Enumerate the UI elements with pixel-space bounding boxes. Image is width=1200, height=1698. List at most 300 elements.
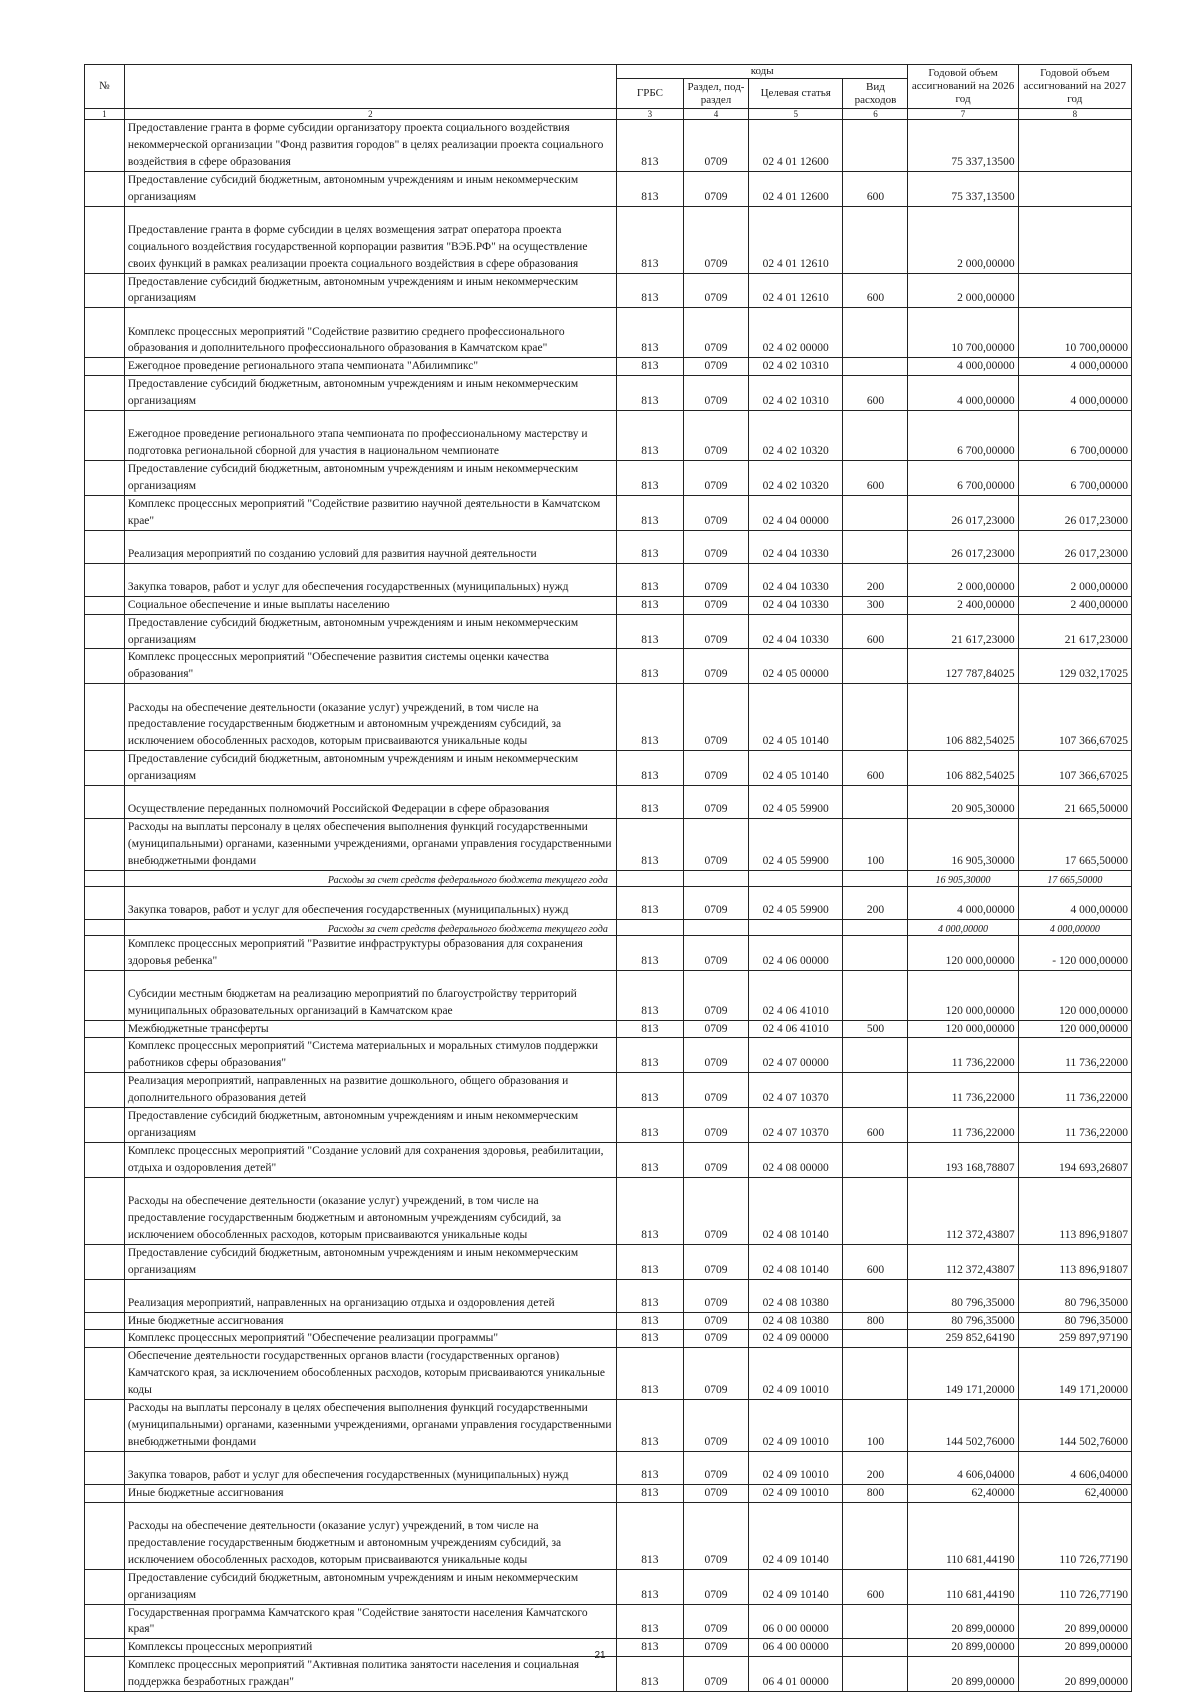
row-number-cell	[85, 684, 125, 751]
row-section: 0709	[683, 206, 748, 273]
row-description: Осуществление переданных полномочий Российской Федерации в сфере образования	[124, 786, 616, 819]
row-number-cell	[85, 120, 125, 172]
row-target: 02 4 05 00000	[749, 649, 843, 684]
row-number-cell	[85, 1038, 125, 1073]
row-description: Ежегодное проведение регионального этапа чемпионата "Абилимпикс"	[124, 358, 616, 376]
row-volume-2026: 110 681,44190	[908, 1502, 1018, 1569]
table-row	[85, 495, 1132, 530]
row-target: 02 4 07 10370	[749, 1108, 843, 1143]
row-volume-2027	[1018, 206, 1131, 273]
row-volume-2027: 113 896,91807	[1018, 1177, 1131, 1244]
row-section: 0709	[683, 1177, 748, 1244]
row-target: 02 4 06 00000	[749, 935, 843, 970]
row-grbs: 813	[616, 649, 683, 684]
row-volume-2027: 113 896,91807	[1018, 1244, 1131, 1279]
table-row	[85, 308, 1132, 358]
row-section: 0709	[683, 120, 748, 172]
row-section: 0709	[683, 308, 748, 358]
row-expense-type	[843, 1279, 908, 1312]
table-row	[85, 684, 1132, 751]
row-target: 02 4 06 41010	[749, 970, 843, 1020]
row-target: 02 4 05 59900	[749, 786, 843, 819]
row-volume-2027: 149 171,20000	[1018, 1348, 1131, 1400]
row-section: 0709	[683, 1657, 748, 1692]
row-number-cell	[85, 171, 125, 206]
row-volume-2027: 26 017,23000	[1018, 530, 1131, 563]
row-description: Предоставление субсидий бюджетным, автономным учреждениям и иным некоммерческим организациям	[124, 751, 616, 786]
row-section: 0709	[683, 411, 748, 461]
row-grbs: 813	[616, 1244, 683, 1279]
row-volume-2026: 11 736,22000	[908, 1108, 1018, 1143]
row-number-cell	[85, 206, 125, 273]
row-volume-2027: 4 000,00000	[1018, 358, 1131, 376]
row-volume-2026: 259 852,64190	[908, 1330, 1018, 1348]
row-grbs: 813	[616, 1451, 683, 1484]
table-row	[85, 1279, 1132, 1312]
row-target: 02 4 05 10140	[749, 751, 843, 786]
row-expense-type: 100	[843, 819, 908, 871]
table-row	[85, 358, 1132, 376]
row-description: Расходы на выплаты персоналу в целях обеспечения выполнения функций государственными (муниципальными) органами, казенными учреждениями, органами управления государственными внебюджетными фондами	[124, 1400, 616, 1452]
row-volume-2026: 120 000,00000	[908, 1020, 1018, 1038]
row-grbs: 813	[616, 935, 683, 970]
row-description: Реализация мероприятий по созданию условий для развития научной деятельности	[124, 530, 616, 563]
row-number-cell	[85, 1244, 125, 1279]
table-row	[85, 530, 1132, 563]
row-section: 0709	[683, 273, 748, 308]
row-target: 02 4 05 59900	[749, 819, 843, 871]
row-section: 0709	[683, 1569, 748, 1604]
row-section: 0709	[683, 1451, 748, 1484]
row-expense-type	[843, 649, 908, 684]
table-row	[85, 751, 1132, 786]
table-row	[85, 563, 1132, 596]
row-grbs: 813	[616, 1639, 683, 1657]
row-expense-type	[843, 206, 908, 273]
row-number-cell	[85, 919, 125, 935]
row-grbs: 813	[616, 1177, 683, 1244]
page-number: 21	[594, 1650, 606, 1661]
row-volume-2027: 17 665,50000	[1018, 819, 1131, 871]
row-description: Обеспечение деятельности государственных органов власти (государственных органов) Камчатского края, за исключением обособленных расходов, которым присваиваются уникальные коды	[124, 1348, 616, 1400]
row-volume-2026: 6 700,00000	[908, 461, 1018, 496]
row-description: Комплекс процессных мероприятий "Активная политика занятости населения и социальная поддержка безработных граждан"	[124, 1657, 616, 1692]
row-volume-2026: 120 000,00000	[908, 935, 1018, 970]
row-grbs: 813	[616, 1400, 683, 1452]
row-number-cell	[85, 970, 125, 1020]
row-target: 02 4 04 10330	[749, 614, 843, 649]
row-description: Комплекс процессных мероприятий "Система материальных и моральных стимулов поддержки работников сферы образования"	[124, 1038, 616, 1073]
row-grbs: 813	[616, 461, 683, 496]
row-expense-type: 600	[843, 614, 908, 649]
row-volume-2026: 21 617,23000	[908, 614, 1018, 649]
column-number: 2	[124, 109, 616, 120]
row-grbs: 813	[616, 1279, 683, 1312]
row-section: 0709	[683, 461, 748, 496]
row-target: 02 4 04 10330	[749, 596, 843, 614]
row-volume-2026: 193 168,78807	[908, 1142, 1018, 1177]
header-expense-type: Вид расходов	[843, 79, 908, 109]
row-expense-type	[843, 1142, 908, 1177]
row-section: 0709	[683, 171, 748, 206]
row-section: 0709	[683, 1279, 748, 1312]
row-volume-2027: 120 000,00000	[1018, 970, 1131, 1020]
row-volume-2027: 259 897,97190	[1018, 1330, 1131, 1348]
column-number: 5	[749, 109, 843, 120]
row-number-cell	[85, 411, 125, 461]
row-section: 0709	[683, 358, 748, 376]
table-row	[85, 1484, 1132, 1502]
row-section: 0709	[683, 1312, 748, 1330]
row-volume-2026: 20 899,00000	[908, 1604, 1018, 1639]
row-target: 02 4 09 10010	[749, 1451, 843, 1484]
row-expense-type: 800	[843, 1484, 908, 1502]
row-expense-type: 600	[843, 1569, 908, 1604]
row-description: Расходы за счет средств федерального бюджета текущего года	[124, 919, 616, 935]
row-volume-2027: 107 366,67025	[1018, 751, 1131, 786]
header-volume-2027: Годовой объем ассигнований на 2027 год	[1018, 65, 1131, 109]
table-header	[85, 65, 1132, 120]
row-section: 0709	[683, 970, 748, 1020]
row-description: Комплекс процессных мероприятий "Содействие развитию научной деятельности в Камчатском крае"	[124, 495, 616, 530]
row-volume-2027: 120 000,00000	[1018, 1020, 1131, 1038]
row-target: 02 4 05 59900	[749, 886, 843, 919]
row-description: Комплекс процессных мероприятий "Обеспечение реализации программы"	[124, 1330, 616, 1348]
row-volume-2027: 2 000,00000	[1018, 563, 1131, 596]
row-number-cell	[85, 495, 125, 530]
row-target: 02 4 09 00000	[749, 1330, 843, 1348]
row-volume-2026: 2 000,00000	[908, 273, 1018, 308]
row-volume-2026: 75 337,13500	[908, 171, 1018, 206]
row-target: 02 4 07 00000	[749, 1038, 843, 1073]
row-expense-type: 800	[843, 1312, 908, 1330]
row-volume-2027: 17 665,50000	[1018, 870, 1131, 886]
row-volume-2026: 2 400,00000	[908, 596, 1018, 614]
row-volume-2027: 2 400,00000	[1018, 596, 1131, 614]
row-volume-2027: 4 000,00000	[1018, 919, 1131, 935]
row-description: Предоставление субсидий бюджетным, автономным учреждениям и иным некоммерческим организациям	[124, 273, 616, 308]
row-grbs: 813	[616, 751, 683, 786]
table-row	[85, 1604, 1132, 1639]
row-volume-2026: 80 796,35000	[908, 1312, 1018, 1330]
row-description: Предоставление субсидий бюджетным, автономным учреждениям и иным некоммерческим организациям	[124, 461, 616, 496]
row-target: 02 4 09 10140	[749, 1569, 843, 1604]
row-volume-2027	[1018, 120, 1131, 172]
row-section: 0709	[683, 1502, 748, 1569]
row-grbs: 813	[616, 1073, 683, 1108]
row-expense-type: 600	[843, 461, 908, 496]
row-number-cell	[85, 308, 125, 358]
row-number-cell	[85, 376, 125, 411]
row-section: 0709	[683, 819, 748, 871]
table-row	[85, 819, 1132, 871]
row-grbs: 813	[616, 206, 683, 273]
row-grbs: 813	[616, 273, 683, 308]
row-grbs: 813	[616, 563, 683, 596]
row-section: 0709	[683, 1330, 748, 1348]
row-expense-type	[843, 935, 908, 970]
row-expense-type: 600	[843, 376, 908, 411]
row-volume-2027: 107 366,67025	[1018, 684, 1131, 751]
table-row	[85, 273, 1132, 308]
row-expense-type	[843, 358, 908, 376]
row-description: Предоставление субсидий бюджетным, автономным учреждениям и иным некоммерческим организациям	[124, 1569, 616, 1604]
table-row	[85, 1502, 1132, 1569]
row-section: 0709	[683, 1073, 748, 1108]
row-expense-type	[843, 120, 908, 172]
row-section: 0709	[683, 1244, 748, 1279]
row-volume-2026: 6 700,00000	[908, 411, 1018, 461]
row-target: 06 4 01 00000	[749, 1657, 843, 1692]
row-description: Расходы на обеспечение деятельности (оказание услуг) учреждений, в том числе на предоставление государственным бюджетным и автономным учреждениям субсидий, за исключением обособленных расходов, которым присваиваются уникальные коды	[124, 1502, 616, 1569]
header-target: Целевая статья	[749, 79, 843, 109]
row-grbs: 813	[616, 1657, 683, 1692]
row-number-cell	[85, 563, 125, 596]
row-number-cell	[85, 1177, 125, 1244]
row-description: Ежегодное проведение регионального этапа чемпионата по профессиональному мастерству и подготовка региональной сборной для участия в национальном чемпионате	[124, 411, 616, 461]
row-target: 02 4 08 10140	[749, 1244, 843, 1279]
row-expense-type	[843, 1038, 908, 1073]
row-volume-2026: 20 905,30000	[908, 786, 1018, 819]
row-description: Предоставление субсидий бюджетным, автономным учреждениям и иным некоммерческим организациям	[124, 376, 616, 411]
row-volume-2027: 21 617,23000	[1018, 614, 1131, 649]
row-grbs: 813	[616, 120, 683, 172]
row-expense-type: 600	[843, 1244, 908, 1279]
table-row	[85, 1312, 1132, 1330]
row-grbs: 813	[616, 1038, 683, 1073]
row-expense-type	[843, 684, 908, 751]
row-grbs: 813	[616, 411, 683, 461]
row-number-cell	[85, 935, 125, 970]
row-number-cell	[85, 1348, 125, 1400]
row-description: Межбюджетные трансферты	[124, 1020, 616, 1038]
row-description: Расходы за счет средств федерального бюджета текущего года	[124, 870, 616, 886]
row-expense-type	[843, 919, 908, 935]
row-target: 02 4 09 10010	[749, 1484, 843, 1502]
row-expense-type: 500	[843, 1020, 908, 1038]
row-expense-type	[843, 411, 908, 461]
row-expense-type	[843, 1502, 908, 1569]
row-volume-2027: 129 032,17025	[1018, 649, 1131, 684]
table-row	[85, 1038, 1132, 1073]
header-grbs: ГРБС	[616, 79, 683, 109]
row-volume-2027: 11 736,22000	[1018, 1108, 1131, 1143]
table-row	[85, 206, 1132, 273]
row-target: 02 4 02 10320	[749, 461, 843, 496]
column-numbers-row	[85, 109, 1132, 120]
row-expense-type	[843, 1073, 908, 1108]
row-description: Закупка товаров, работ и услуг для обеспечения государственных (муниципальных) нужд	[124, 886, 616, 919]
row-number-cell	[85, 1502, 125, 1569]
row-target: 02 4 06 41010	[749, 1020, 843, 1038]
row-grbs: 813	[616, 684, 683, 751]
row-grbs: 813	[616, 1348, 683, 1400]
table-row	[85, 1073, 1132, 1108]
table-row	[85, 376, 1132, 411]
row-description: Предоставление субсидий бюджетным, автономным учреждениям и иным некоммерческим организациям	[124, 1108, 616, 1143]
row-volume-2027: 4 000,00000	[1018, 376, 1131, 411]
row-section: 0709	[683, 886, 748, 919]
row-target: 02 4 08 10140	[749, 1177, 843, 1244]
row-target: 02 4 08 00000	[749, 1142, 843, 1177]
column-number: 7	[908, 109, 1018, 120]
row-grbs: 813	[616, 1330, 683, 1348]
row-description: Субсидии местным бюджетам на реализацию мероприятий по благоустройству территорий муниципальных образовательных организаций в Камчатском крае	[124, 970, 616, 1020]
row-volume-2026: 4 000,00000	[908, 376, 1018, 411]
row-volume-2027	[1018, 273, 1131, 308]
row-description: Иные бюджетные ассигнования	[124, 1484, 616, 1502]
row-description: Предоставление субсидий бюджетным, автономным учреждениям и иным некоммерческим организациям	[124, 1244, 616, 1279]
table-row	[85, 970, 1132, 1020]
column-number: 4	[683, 109, 748, 120]
row-description: Государственная программа Камчатского края "Содействие занятости населения Камчатского края"	[124, 1604, 616, 1639]
row-section: 0709	[683, 1038, 748, 1073]
column-number: 6	[843, 109, 908, 120]
table-row	[85, 1330, 1132, 1348]
row-section: 0709	[683, 1348, 748, 1400]
row-volume-2026: 20 899,00000	[908, 1639, 1018, 1657]
row-number-cell	[85, 870, 125, 886]
row-description: Расходы на обеспечение деятельности (оказание услуг) учреждений, в том числе на предоставление государственным бюджетным и автономным учреждениям субсидий, за исключением обособленных расходов, которым присваиваются уникальные коды	[124, 1177, 616, 1244]
row-section: 0709	[683, 1020, 748, 1038]
row-number-cell	[85, 786, 125, 819]
row-section: 0709	[683, 614, 748, 649]
row-section: 0709	[683, 1604, 748, 1639]
row-number-cell	[85, 461, 125, 496]
row-grbs: 813	[616, 1108, 683, 1143]
row-description: Расходы на выплаты персоналу в целях обеспечения выполнения функций государственными (муниципальными) органами, казенными учреждениями, органами управления государственными внебюджетными фондами	[124, 819, 616, 871]
row-expense-type: 200	[843, 1451, 908, 1484]
row-description: Предоставление субсидий бюджетным, автономным учреждениям и иным некоммерческим организациям	[124, 614, 616, 649]
row-grbs: 813	[616, 886, 683, 919]
row-target: 02 4 09 10010	[749, 1348, 843, 1400]
row-volume-2027: 110 726,77190	[1018, 1569, 1131, 1604]
row-target: 02 4 08 10380	[749, 1312, 843, 1330]
row-grbs: 813	[616, 819, 683, 871]
row-section: 0709	[683, 1400, 748, 1452]
row-grbs: 813	[616, 786, 683, 819]
row-section: 0709	[683, 495, 748, 530]
table-row	[85, 649, 1132, 684]
row-description: Комплекс процессных мероприятий "Развитие инфраструктуры образования для сохранения здоровья ребенка"	[124, 935, 616, 970]
row-description: Закупка товаров, работ и услуг для обеспечения государственных (муниципальных) нужд	[124, 563, 616, 596]
row-number-cell	[85, 1108, 125, 1143]
row-volume-2027: 11 736,22000	[1018, 1073, 1131, 1108]
row-volume-2026: 4 000,00000	[908, 886, 1018, 919]
row-volume-2027: 80 796,35000	[1018, 1312, 1131, 1330]
row-grbs: 813	[616, 308, 683, 358]
row-expense-type: 200	[843, 563, 908, 596]
row-number-cell	[85, 1073, 125, 1108]
row-volume-2026: 144 502,76000	[908, 1400, 1018, 1452]
row-description: Предоставление гранта в форме субсидии в целях возмещения затрат оператора проекта социального воздействия государственной корпорации развития "ВЭБ.РФ" на осуществление своих функций в рамках реализации проекта социального воздействия в сфере образования	[124, 206, 616, 273]
row-expense-type: 600	[843, 171, 908, 206]
header-volume-2026: Годовой объем ассигнований на 2026 год	[908, 65, 1018, 109]
row-volume-2026: 120 000,00000	[908, 970, 1018, 1020]
row-volume-2027: 21 665,50000	[1018, 786, 1131, 819]
row-description: Реализация мероприятий, направленных на развитие дошкольного, общего образования и дополнительного образования детей	[124, 1073, 616, 1108]
row-target: 02 4 01 12600	[749, 171, 843, 206]
row-volume-2026: 80 796,35000	[908, 1279, 1018, 1312]
row-description: Расходы на обеспечение деятельности (оказание услуг) учреждений, в том числе на предоставление государственным бюджетным и автономным учреждениям субсидий, за исключением обособленных расходов, которым присваиваются уникальные коды	[124, 684, 616, 751]
row-grbs: 813	[616, 1312, 683, 1330]
row-volume-2026: 106 882,54025	[908, 684, 1018, 751]
row-volume-2027: 20 899,00000	[1018, 1657, 1131, 1692]
row-grbs: 813	[616, 1604, 683, 1639]
row-expense-type: 100	[843, 1400, 908, 1452]
row-section: 0709	[683, 530, 748, 563]
row-volume-2026: 75 337,13500	[908, 120, 1018, 172]
row-volume-2026: 110 681,44190	[908, 1569, 1018, 1604]
row-description: Комплекс процессных мероприятий "Содействие развитию среднего профессионального образования и дополнительного профессионального образования в Камчатском крае"	[124, 308, 616, 358]
table-row	[85, 461, 1132, 496]
row-section: 0709	[683, 786, 748, 819]
row-number-cell	[85, 1312, 125, 1330]
row-section	[683, 919, 748, 935]
row-volume-2027: 110 726,77190	[1018, 1502, 1131, 1569]
row-description: Комплекс процессных мероприятий "Создание условий для сохранения здоровья, реабилитации, отдыха и оздоровления детей"	[124, 1142, 616, 1177]
row-expense-type	[843, 786, 908, 819]
row-number-cell	[85, 886, 125, 919]
row-volume-2026: 112 372,43807	[908, 1244, 1018, 1279]
column-number: 3	[616, 109, 683, 120]
row-expense-type	[843, 495, 908, 530]
row-target: 02 4 07 10370	[749, 1073, 843, 1108]
row-target: 02 4 02 10310	[749, 376, 843, 411]
row-number-cell	[85, 819, 125, 871]
row-volume-2027: - 120 000,00000	[1018, 935, 1131, 970]
row-section: 0709	[683, 1142, 748, 1177]
row-volume-2026: 4 606,04000	[908, 1451, 1018, 1484]
row-target: 02 4 02 10310	[749, 358, 843, 376]
row-expense-type	[843, 1604, 908, 1639]
row-expense-type	[843, 308, 908, 358]
row-number-cell	[85, 273, 125, 308]
row-expense-type	[843, 970, 908, 1020]
row-expense-type	[843, 1657, 908, 1692]
row-expense-type	[843, 1330, 908, 1348]
row-volume-2027: 11 736,22000	[1018, 1038, 1131, 1073]
row-section: 0709	[683, 1484, 748, 1502]
row-target: 02 4 02 10320	[749, 411, 843, 461]
table-row	[85, 1348, 1132, 1400]
row-expense-type	[843, 530, 908, 563]
row-number-cell	[85, 1142, 125, 1177]
row-description: Предоставление гранта в форме субсидии организатору проекта социального воздействия некоммерческой организации "Фонд развития городов" в целях реализации проекта социального воздействия в сфере образования	[124, 120, 616, 172]
row-volume-2027: 194 693,26807	[1018, 1142, 1131, 1177]
row-target: 02 4 01 12600	[749, 120, 843, 172]
row-volume-2026: 26 017,23000	[908, 530, 1018, 563]
row-section: 0709	[683, 376, 748, 411]
row-volume-2026: 11 736,22000	[908, 1073, 1018, 1108]
table-row	[85, 886, 1132, 919]
row-volume-2027: 20 899,00000	[1018, 1604, 1131, 1639]
row-target	[749, 870, 843, 886]
row-section: 0709	[683, 751, 748, 786]
row-grbs	[616, 919, 683, 935]
row-target: 02 4 04 10330	[749, 530, 843, 563]
row-number-cell	[85, 358, 125, 376]
row-section: 0709	[683, 1639, 748, 1657]
row-volume-2027: 80 796,35000	[1018, 1279, 1131, 1312]
row-number-cell	[85, 649, 125, 684]
row-grbs: 813	[616, 530, 683, 563]
row-volume-2026: 16 905,30000	[908, 870, 1018, 886]
table-row	[85, 1244, 1132, 1279]
row-volume-2027: 4 606,04000	[1018, 1451, 1131, 1484]
table-row	[85, 171, 1132, 206]
row-volume-2026: 112 372,43807	[908, 1177, 1018, 1244]
